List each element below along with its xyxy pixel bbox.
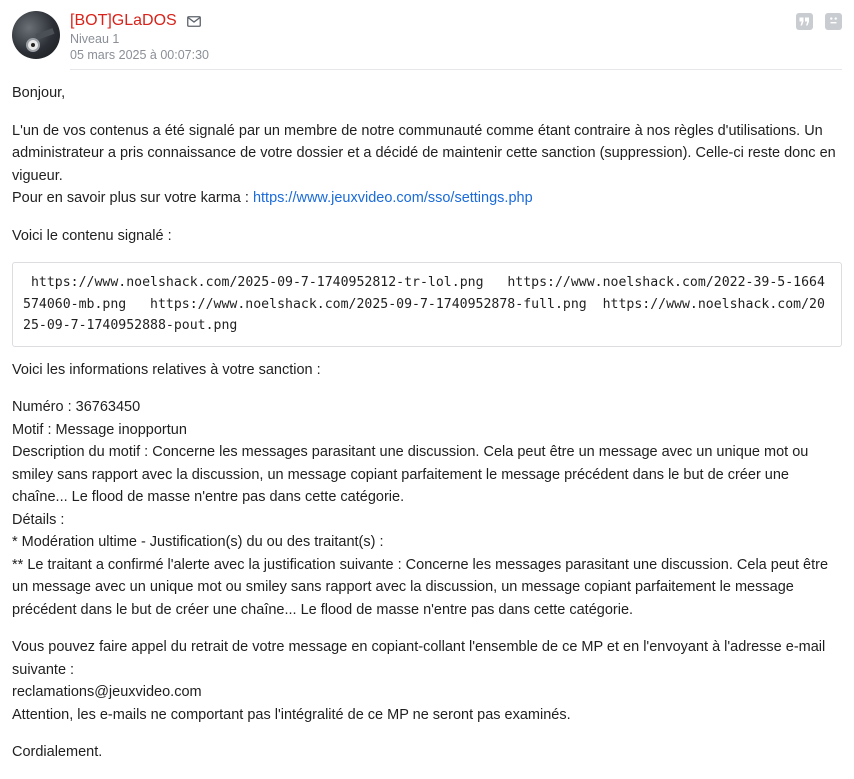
user-level: Niveau 1 — [70, 32, 120, 46]
reported-heading: Voici le contenu signalé : — [12, 227, 172, 244]
author-name[interactable]: [BOT]GLaDOS — [70, 12, 177, 29]
appeal-paragraph — [12, 636, 842, 726]
post-header — [0, 0, 854, 70]
avatar[interactable] — [12, 11, 60, 59]
appeal-warning: Attention, les e-mails ne comportant pas l'intégralité de ce MP ne seront pas examinés. — [12, 706, 571, 723]
intro-paragraph — [12, 120, 842, 210]
reported-content-block: https://www.noelshack.com/2025-09-7-1740952812-tr-lol.png https://www.noelshack.com/2022-39-5-1664574060-mb.png https://www.noelshack.com/2025-09-7-1740952878-full.png https://www.noelshack.com/2025-09-7-1740952888-pout.png — [12, 262, 842, 347]
intro-text: L'un de vos contenus a été signalé par un membre de notre communauté comme étant contraire à nos règles d'utilisations. Un administrateur a pris connaissance de votre dossier et a décidé de maintenir cette sanction (suppression). Celle-ci reste donc en vigueur. — [12, 122, 836, 184]
quote-button[interactable] — [796, 13, 813, 30]
envelope-icon[interactable] — [187, 16, 201, 27]
message-body — [12, 82, 842, 779]
motif-description: Description du motif : Concerne les messages parasitant une discussion. Cela peut être un message avec un unique mot ou smiley sans rapport avec la discussion, un message copiant parfaitement le message précédent dans le but de créer une chaîne... Le flood de masse n'entre pas dans cette catégorie. — [12, 444, 809, 505]
post-date: 05 mars 2025 à 00:07:30 — [70, 48, 209, 62]
post-actions — [796, 13, 842, 30]
report-icon — [828, 13, 839, 31]
author-line — [70, 11, 201, 31]
sanction-number: Numéro : 36763450 — [12, 399, 141, 415]
karma-line — [12, 187, 842, 210]
sanction-motif: Motif : Message inopportun — [12, 421, 187, 438]
details-label: Détails : — [12, 511, 65, 528]
appeal-email: reclamations@jeuxvideo.com — [12, 684, 202, 700]
karma-link[interactable]: https://www.jeuxvideo.com/sso/settings.php — [252, 190, 533, 206]
closing: Cordialement. — [12, 744, 103, 760]
appeal-text: Vous pouvez faire appel du retrait de votre message en copiant-collant l'ensemble de ce MP et en l'envoyant à l'adresse e-mail suivante : — [12, 639, 826, 678]
karma-label: Pour en savoir plus sur votre karma : — [12, 190, 253, 206]
report-button[interactable] — [825, 13, 842, 30]
header-divider — [70, 69, 842, 70]
greeting: Bonjour, — [12, 85, 66, 101]
sanction-details — [12, 396, 842, 621]
moderation-line: * Modération ultime - Justification(s) du ou des traitant(s) : — [12, 534, 384, 550]
sanction-heading: Voici les informations relatives à votre sanction : — [12, 361, 321, 378]
traitant-justification: ** Le traitant a confirmé l'alerte avec la justification suivante : Concerne les messages parasitant une discussion. Cela peut être un message avec un unique mot ou smiley sans rapport avec la discussion, un message copiant parfaitement le message précédent dans le but de créer une chaîne... Le flood de masse n'entre pas dans cette catégorie. — [12, 556, 829, 618]
quote-icon — [799, 13, 810, 31]
